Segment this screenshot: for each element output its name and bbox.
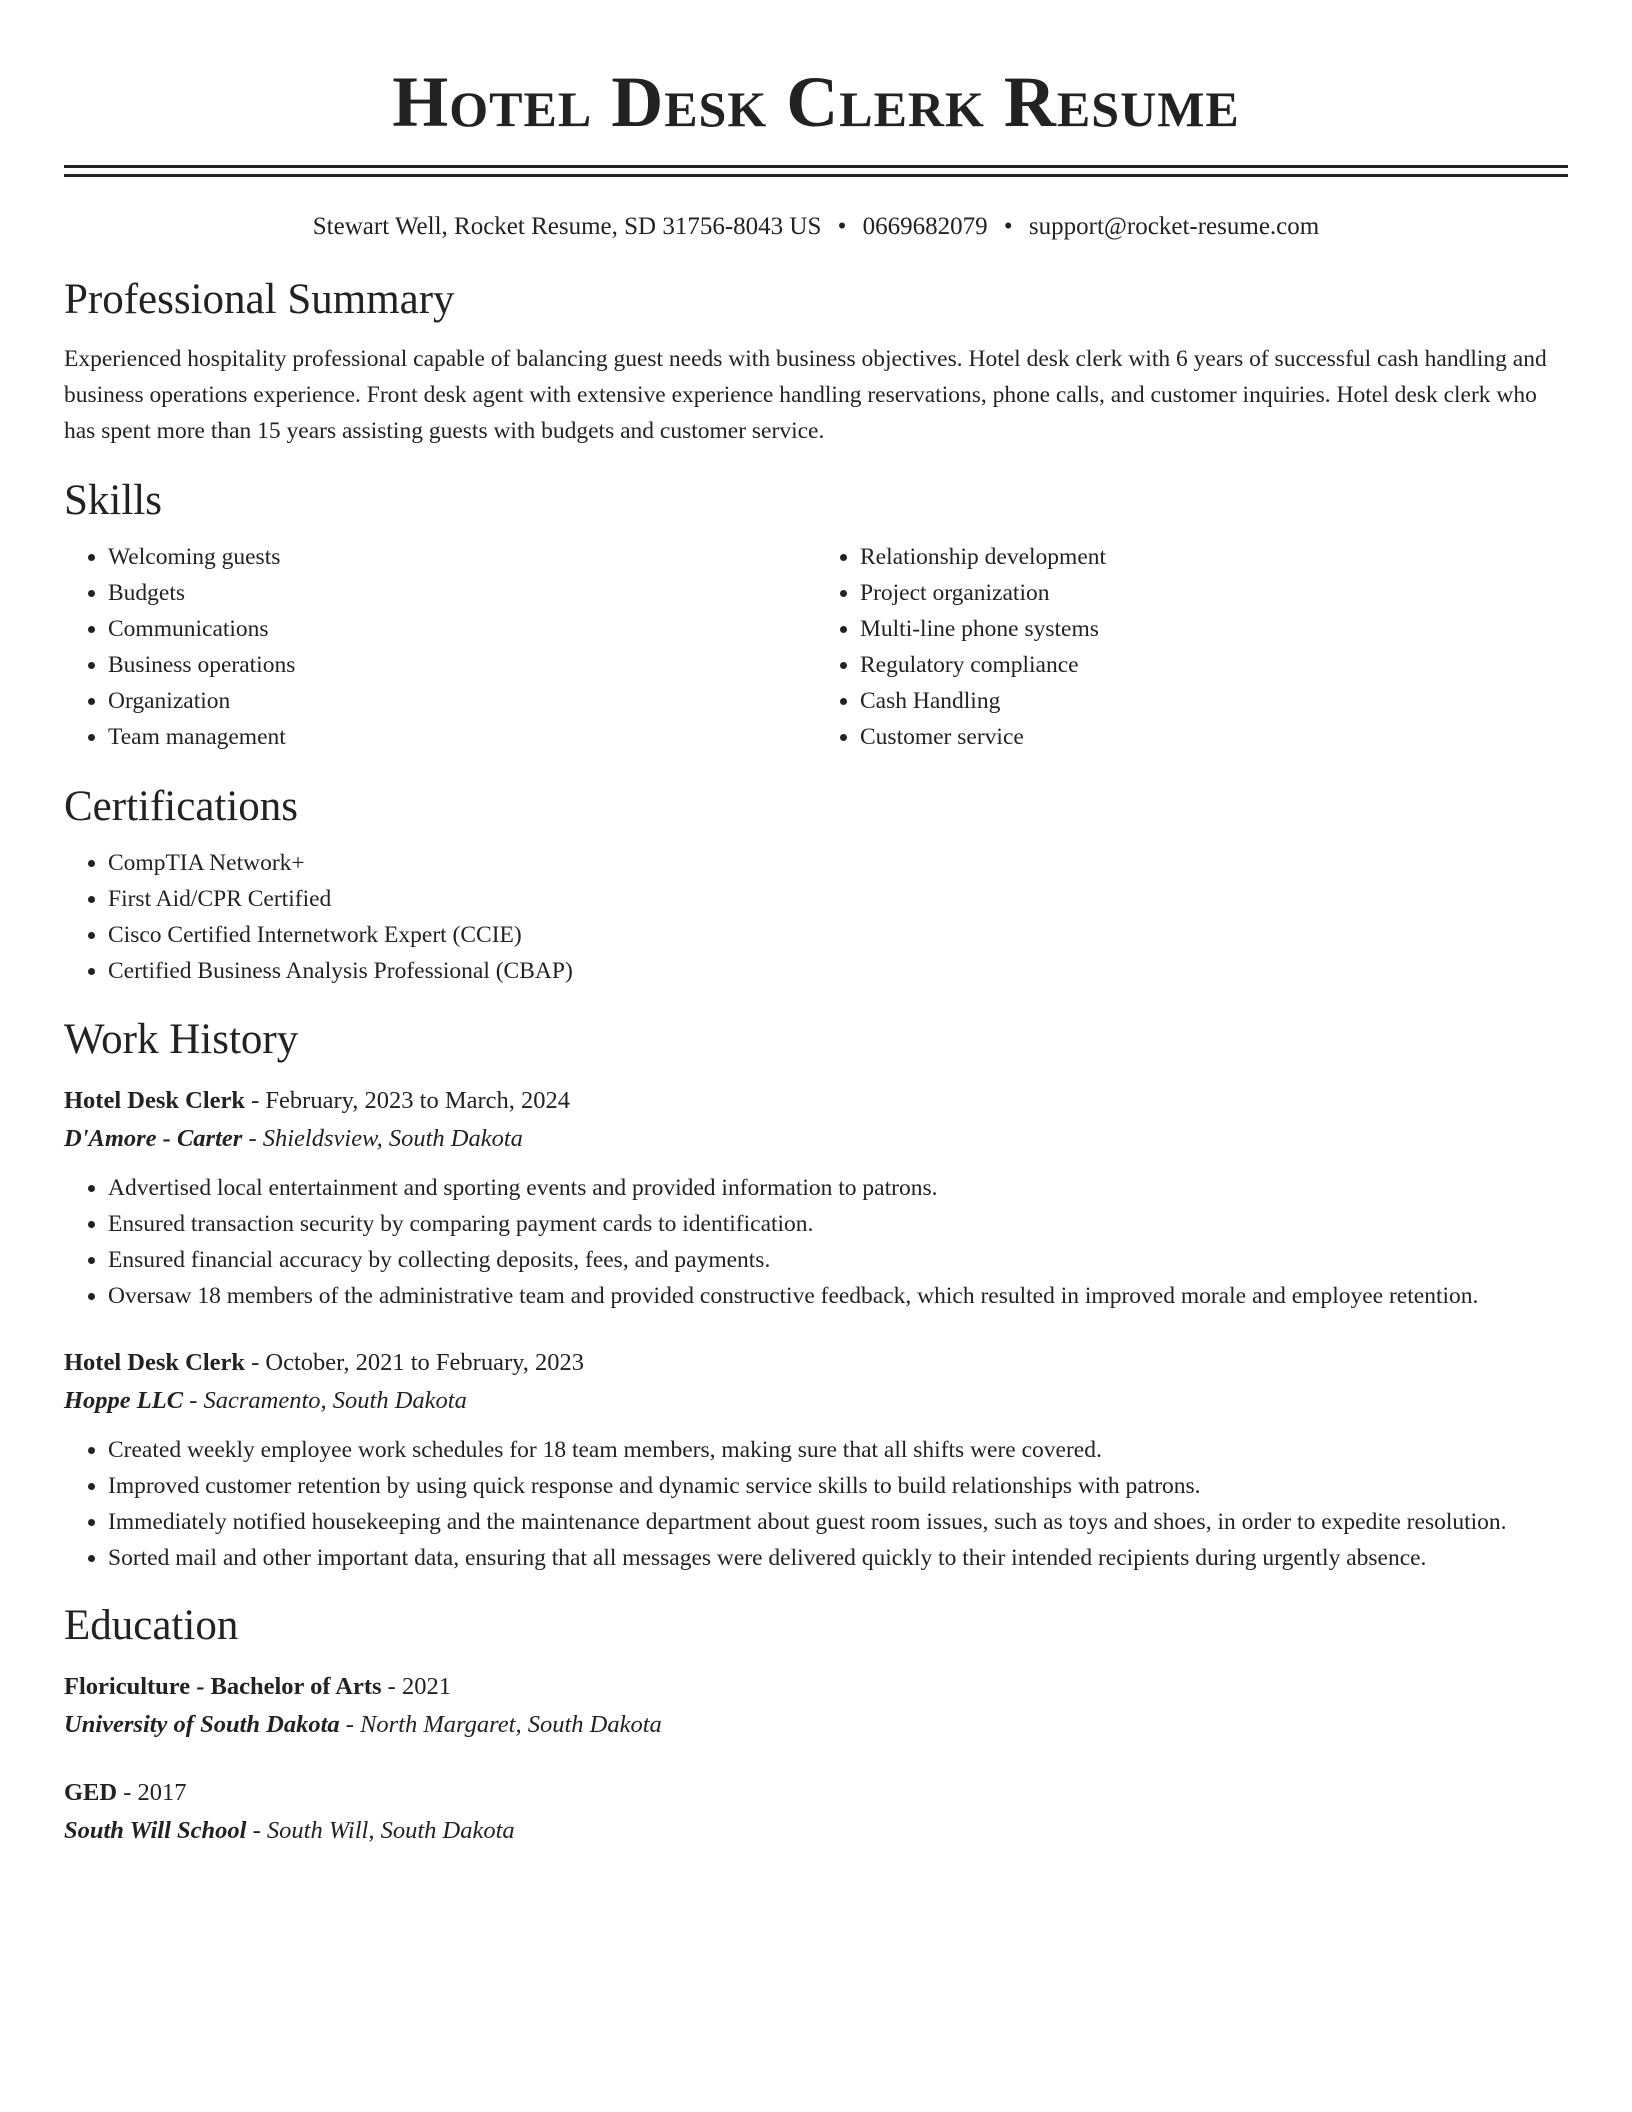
contact-address: Stewart Well, Rocket Resume, SD 31756-8043 US [312, 213, 822, 240]
job-header [64, 1082, 1568, 1120]
skills-right-list [816, 539, 1568, 755]
skills-heading: Skills [64, 477, 162, 524]
skill-item: • Cash Handling [860, 683, 1568, 719]
certifications-list [64, 845, 1568, 989]
job-company: D'Amore - Carter [64, 1125, 243, 1152]
job-company-line [64, 1382, 1568, 1420]
work-history-heading: Work History [64, 1016, 299, 1063]
job-duty-item: • Created weekly employee work schedules for 18 team members, making sure that all shifts were covered. [108, 1432, 1568, 1468]
job-duty-item: • Immediately notified housekeeping and the maintenance department about guest room issues, such as toys and shoes, in order to expedite resolution. [108, 1504, 1568, 1540]
skill-item: • Organization [108, 683, 816, 719]
job-duties-list [64, 1432, 1568, 1576]
job-location: Sacramento, South Dakota [203, 1387, 467, 1414]
skill-item: • Welcoming guests [108, 539, 816, 575]
education-dash: - [246, 1817, 267, 1844]
job-duty-item: • Ensured transaction security by comparing payment cards to identification. [108, 1206, 1568, 1242]
contact-separator: • [1003, 213, 1013, 240]
certification-item: • Cisco Certified Internetwork Expert (CCIE) [108, 917, 1568, 953]
education-school: University of South Dakota [64, 1711, 340, 1738]
education-entry [64, 1668, 1568, 1744]
skill-item: • Regulatory compliance [860, 647, 1568, 683]
job-duty-item: • Improved customer retention by using quick response and dynamic service skills to build relationships with patrons. [108, 1468, 1568, 1504]
contact-email[interactable]: support@rocket-resume.com [1028, 213, 1320, 240]
job-duty-item: • Ensured financial accuracy by collecting deposits, fees, and payments. [108, 1242, 1568, 1278]
education-entry [64, 1774, 1568, 1850]
summary-text: Experienced hospitality professional capable of balancing guest needs with business objectives. Hotel desk clerk with 6 years of successful cash handling and business operations experience. Front desk agent with extensive experience handling reservations, phone calls, and customer inquiries. Hotel desk clerk who has spent more than 15 years assisting guests with budgets and customer service. [64, 346, 1547, 444]
resume-page [64, 0, 1568, 1850]
job-dash: - [245, 1087, 266, 1114]
job-dash: - [245, 1349, 266, 1376]
certifications-heading: Certifications [64, 783, 299, 830]
resume-title: Hotel Desk Clerk Resume [392, 62, 1240, 142]
skill-item: • Multi-line phone systems [860, 611, 1568, 647]
education-year: 2017 [137, 1779, 187, 1806]
education-year: 2021 [401, 1673, 451, 1700]
education-degree: Floriculture - Bachelor of Arts [64, 1673, 382, 1700]
job-dates: February, 2023 to March, 2024 [265, 1087, 571, 1114]
job-duty-item: • Sorted mail and other important data, ensuring that all messages were delivered quickly to their intended recipients during urgently absence. [108, 1540, 1568, 1576]
skill-item: • Customer service [860, 719, 1568, 755]
job-dates: October, 2021 to February, 2023 [265, 1349, 585, 1376]
education-dash: - [381, 1673, 402, 1700]
education-dash: - [117, 1779, 138, 1806]
skill-item: • Project organization [860, 575, 1568, 611]
contact-line [64, 211, 1568, 243]
job-duty-item: • Oversaw 18 members of the administrative team and provided constructive feedback, which resulted in improved morale and employee retention. [108, 1278, 1568, 1314]
education-degree-line [64, 1774, 1568, 1812]
education-location: South Will, South Dakota [266, 1817, 515, 1844]
skill-item: • Budgets [108, 575, 816, 611]
job-duty-item: • Advertised local entertainment and sporting events and provided information to patrons. [108, 1170, 1568, 1206]
education-location: North Margaret, South Dakota [360, 1711, 662, 1738]
skills-left-list [64, 539, 816, 755]
certification-item: • Certified Business Analysis Professional (CBAP) [108, 953, 1568, 989]
skill-item: • Communications [108, 611, 816, 647]
certification-item: • CompTIA Network+ [108, 845, 1568, 881]
certification-item: • First Aid/CPR Certified [108, 881, 1568, 917]
job-duties-list [64, 1170, 1568, 1314]
job-header [64, 1344, 1568, 1382]
job-role: Hotel Desk Clerk [64, 1087, 245, 1114]
job-entry [64, 1082, 1568, 1314]
job-role: Hotel Desk Clerk [64, 1349, 245, 1376]
job-dash: - [183, 1387, 204, 1414]
job-dash: - [242, 1125, 263, 1152]
contact-separator: • [837, 213, 847, 240]
job-company-line [64, 1120, 1568, 1158]
contact-phone: 0669682079 [862, 213, 988, 240]
job-location: Shieldsview, South Dakota [262, 1125, 523, 1152]
education-school: South Will School [64, 1817, 247, 1844]
skills-columns [64, 539, 1568, 755]
education-degree-line [64, 1668, 1568, 1706]
skill-item: • Relationship development [860, 539, 1568, 575]
job-entry [64, 1344, 1568, 1576]
education-school-line [64, 1706, 1568, 1744]
summary-heading: Professional Summary [64, 276, 455, 323]
skill-item: • Business operations [108, 647, 816, 683]
education-school-line [64, 1812, 1568, 1850]
title-divider [64, 165, 1568, 177]
education-dash: - [339, 1711, 361, 1738]
skill-item: • Team management [108, 719, 816, 755]
education-degree: GED [64, 1779, 118, 1806]
job-company: Hoppe LLC [64, 1387, 184, 1414]
education-heading: Education [64, 1602, 239, 1649]
